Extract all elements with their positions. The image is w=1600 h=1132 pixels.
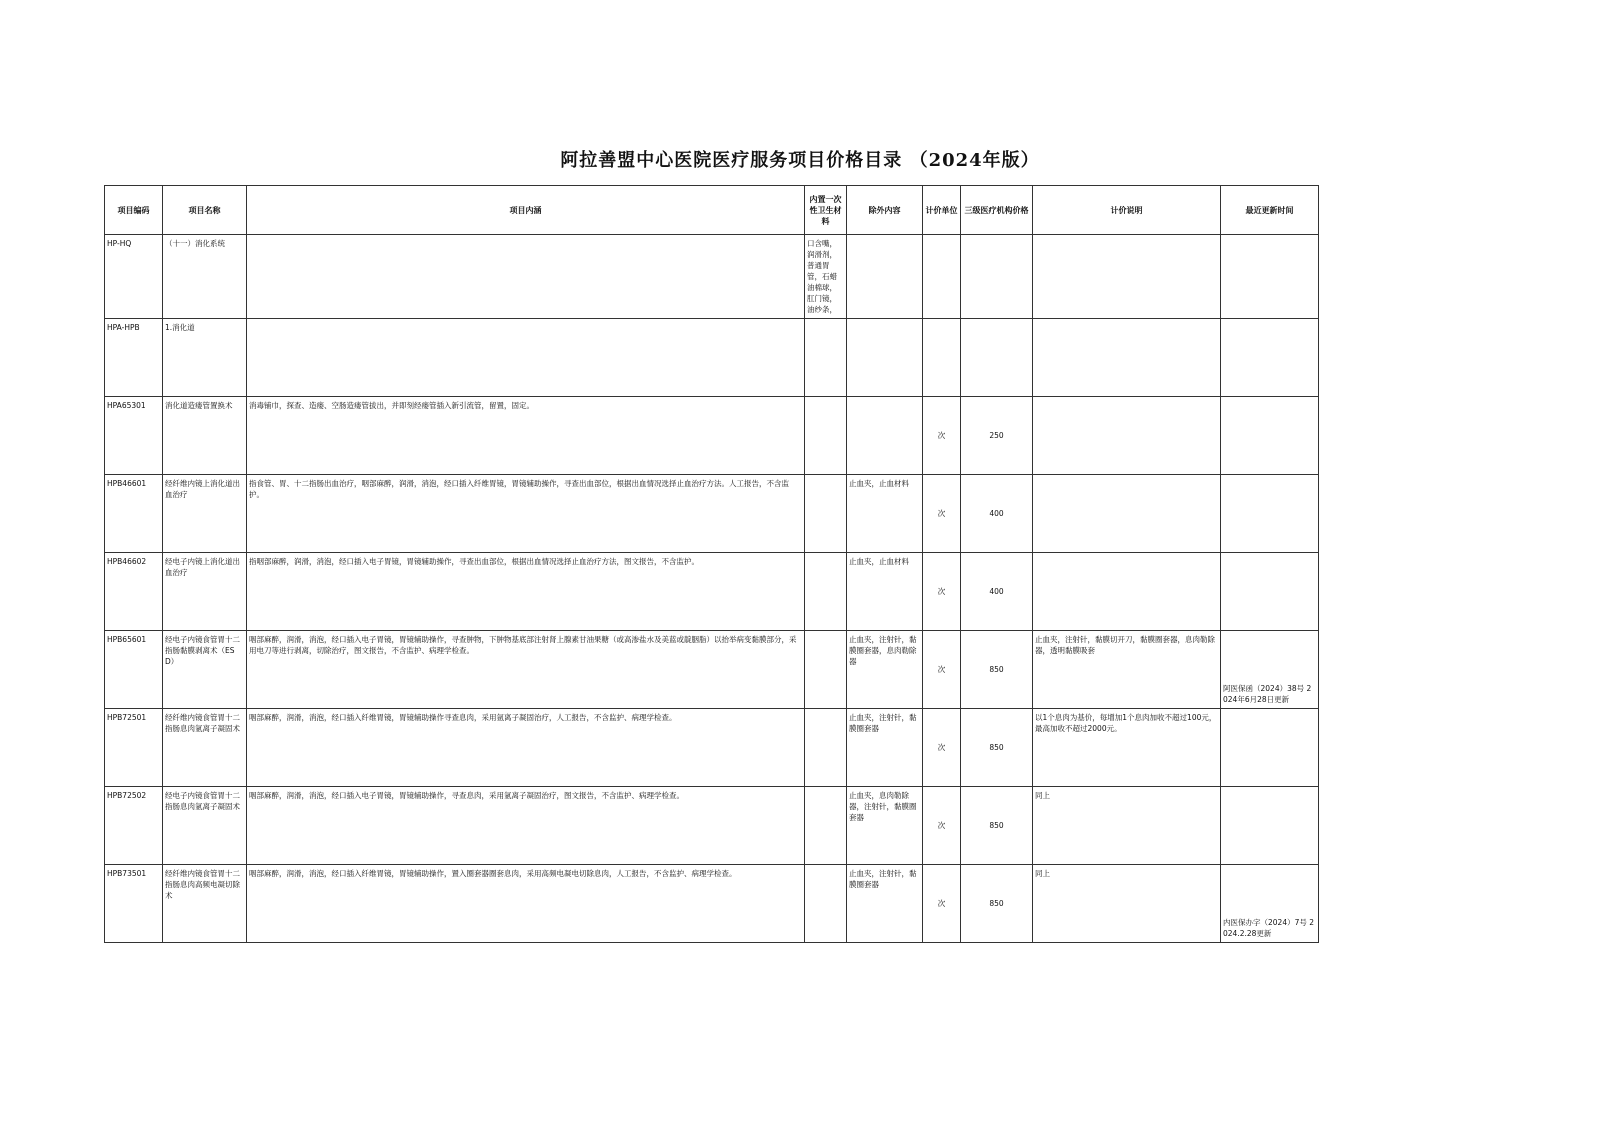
cell-name: 经纤维内镜上消化道出血治疗 bbox=[163, 475, 247, 553]
cell-code: HPB72501 bbox=[105, 709, 163, 787]
cell-updated bbox=[1221, 475, 1319, 553]
table-row bbox=[105, 397, 1319, 475]
table-row bbox=[105, 865, 1319, 943]
cell-disposable bbox=[805, 631, 847, 709]
cell-updated: 内医保办字（2024）7号 2024.2.28更新 bbox=[1221, 865, 1319, 943]
cell-remark: 同上 bbox=[1033, 787, 1221, 865]
cell-unit bbox=[923, 319, 961, 397]
cell-updated bbox=[1221, 709, 1319, 787]
cell-content: 咽部麻醉，润滑，消泡，经口插入电子胃镜，胃镜辅助操作，寻查息肉，采用氩离子凝固治疗，图文报告，不含监护、病理学检查。 bbox=[247, 787, 805, 865]
cell-unit: 次 bbox=[923, 787, 961, 865]
cell-price: 400 bbox=[961, 475, 1033, 553]
cell-code: HPA-HPB bbox=[105, 319, 163, 397]
col-header-remark: 计价说明 bbox=[1033, 186, 1221, 235]
cell-price bbox=[961, 235, 1033, 319]
table-row bbox=[105, 709, 1319, 787]
cell-excluded: 止血夹，注射针，黏膜圈套器 bbox=[847, 709, 923, 787]
cell-code: HPB73501 bbox=[105, 865, 163, 943]
cell-remark bbox=[1033, 397, 1221, 475]
cell-content: 消毒铺巾，探查、造瘘、空肠造瘘管拔出，并即刻经瘘管插入新引流管，留置，固定。 bbox=[247, 397, 805, 475]
cell-name: 经纤维内镜食管胃十二指肠息肉氩离子凝固术 bbox=[163, 709, 247, 787]
cell-name: 经电子内镜食管胃十二指肠黏膜剥离术（ESD） bbox=[163, 631, 247, 709]
cell-code: HPB72502 bbox=[105, 787, 163, 865]
cell-updated bbox=[1221, 319, 1319, 397]
cell-name: 经电子内镜上消化道出血治疗 bbox=[163, 553, 247, 631]
cell-name: 1.消化道 bbox=[163, 319, 247, 397]
cell-unit: 次 bbox=[923, 397, 961, 475]
col-header-excluded: 除外内容 bbox=[847, 186, 923, 235]
cell-content bbox=[247, 235, 805, 319]
col-header-disposable: 内置一次性卫生材料 bbox=[805, 186, 847, 235]
col-header-updated: 最近更新时间 bbox=[1221, 186, 1319, 235]
table-row bbox=[105, 475, 1319, 553]
cell-updated bbox=[1221, 397, 1319, 475]
cell-updated bbox=[1221, 787, 1319, 865]
cell-unit: 次 bbox=[923, 631, 961, 709]
cell-disposable bbox=[805, 787, 847, 865]
table-row bbox=[105, 787, 1319, 865]
cell-remark: 止血夹，注射针，黏膜切开刀，黏膜圈套器，息肉勒除器，透明黏膜吸套 bbox=[1033, 631, 1221, 709]
price-catalog-table bbox=[104, 185, 1319, 943]
cell-updated bbox=[1221, 235, 1319, 319]
cell-remark: 以1个息肉为基价，每增加1个息肉加收不超过100元，最高加收不超过2000元。 bbox=[1033, 709, 1221, 787]
table-row bbox=[105, 235, 1319, 319]
table-row bbox=[105, 553, 1319, 631]
table-row bbox=[105, 319, 1319, 397]
cell-unit: 次 bbox=[923, 475, 961, 553]
cell-disposable bbox=[805, 475, 847, 553]
cell-content: 指食管、胃、十二指肠出血治疗，咽部麻醉，润滑，消泡，经口插入纤维胃镜，胃镜辅助操作，寻查出血部位，根据出血情况选择止血治疗方法。人工报告，不含监护。 bbox=[247, 475, 805, 553]
cell-excluded bbox=[847, 397, 923, 475]
cell-disposable bbox=[805, 319, 847, 397]
cell-disposable bbox=[805, 865, 847, 943]
cell-price: 850 bbox=[961, 787, 1033, 865]
cell-content bbox=[247, 319, 805, 397]
cell-excluded: 止血夹，止血材料 bbox=[847, 475, 923, 553]
cell-excluded: 止血夹，息肉勒除器，注射针，黏膜圈套器 bbox=[847, 787, 923, 865]
cell-disposable bbox=[805, 709, 847, 787]
cell-remark bbox=[1033, 319, 1221, 397]
col-header-price: 三级医疗机构价格 bbox=[961, 186, 1033, 235]
cell-content: 咽部麻醉，润滑，消泡，经口插入电子胃镜，胃镜辅助操作，寻查肿物，下肿物基底部注射肾上腺素甘油果糖（或高渗盐水及美蓝或靛胭脂）以抬举病变黏膜部分，采用电刀等进行剥离，切除治疗，图文报告，不含监护、病理学检查。 bbox=[247, 631, 805, 709]
cell-code: HP-HQ bbox=[105, 235, 163, 319]
cell-name: 经电子内镜食管胃十二指肠息肉氩离子凝固术 bbox=[163, 787, 247, 865]
cell-content: 咽部麻醉，润滑，消泡，经口插入纤维胃镜，胃镜辅助操作寻查息肉，采用氩离子凝固治疗，人工报告，不含监护、病理学检查。 bbox=[247, 709, 805, 787]
cell-code: HPB65601 bbox=[105, 631, 163, 709]
cell-price: 850 bbox=[961, 865, 1033, 943]
cell-name: （十一）消化系统 bbox=[163, 235, 247, 319]
table-row bbox=[105, 631, 1319, 709]
col-header-unit: 计价单位 bbox=[923, 186, 961, 235]
cell-updated: 阿医保函（2024）38号 2024年6月28日更新 bbox=[1221, 631, 1319, 709]
cell-code: HPA65301 bbox=[105, 397, 163, 475]
cell-price: 850 bbox=[961, 631, 1033, 709]
cell-excluded: 止血夹，注射针，黏膜圈套器 bbox=[847, 865, 923, 943]
cell-disposable bbox=[805, 553, 847, 631]
cell-excluded: 止血夹，注射针，黏膜圈套器，息肉勒除器 bbox=[847, 631, 923, 709]
cell-price: 400 bbox=[961, 553, 1033, 631]
cell-code: HPB46601 bbox=[105, 475, 163, 553]
cell-price: 850 bbox=[961, 709, 1033, 787]
cell-content: 咽部麻醉，润滑，消泡，经口插入纤维胃镜，胃镜辅助操作，置入圈套器圈套息肉，采用高频电凝电切除息肉，人工报告，不含监护、病理学检查。 bbox=[247, 865, 805, 943]
cell-remark bbox=[1033, 553, 1221, 631]
cell-unit bbox=[923, 235, 961, 319]
cell-disposable bbox=[805, 397, 847, 475]
header-row bbox=[105, 186, 1319, 235]
col-header-content: 项目内涵 bbox=[247, 186, 805, 235]
cell-code: HPB46602 bbox=[105, 553, 163, 631]
cell-price bbox=[961, 319, 1033, 397]
cell-price: 250 bbox=[961, 397, 1033, 475]
cell-excluded bbox=[847, 319, 923, 397]
cell-excluded bbox=[847, 235, 923, 319]
cell-updated bbox=[1221, 553, 1319, 631]
cell-excluded: 止血夹，止血材料 bbox=[847, 553, 923, 631]
cell-remark: 同上 bbox=[1033, 865, 1221, 943]
page-title: 阿拉善盟中心医院医疗服务项目价格目录 （2024年版） bbox=[560, 150, 1040, 171]
cell-remark bbox=[1033, 235, 1221, 319]
cell-unit: 次 bbox=[923, 865, 961, 943]
cell-content: 指咽部麻醉，润滑，消泡，经口插入电子胃镜，胃镜辅助操作，寻查出血部位，根据出血情况选择止血治疗方法，图文报告，不含监护。 bbox=[247, 553, 805, 631]
cell-name: 经纤维内镜食管胃十二指肠息肉高频电凝切除术 bbox=[163, 865, 247, 943]
cell-name: 消化道造瘘管置换术 bbox=[163, 397, 247, 475]
cell-remark bbox=[1033, 475, 1221, 553]
cell-disposable: 口含嘴，润滑剂，普通胃管，石蜡油棉球，肛门镜，油纱条， bbox=[805, 235, 847, 319]
cell-unit: 次 bbox=[923, 553, 961, 631]
col-header-name: 项目名称 bbox=[163, 186, 247, 235]
col-header-code: 项目编码 bbox=[105, 186, 163, 235]
cell-unit: 次 bbox=[923, 709, 961, 787]
